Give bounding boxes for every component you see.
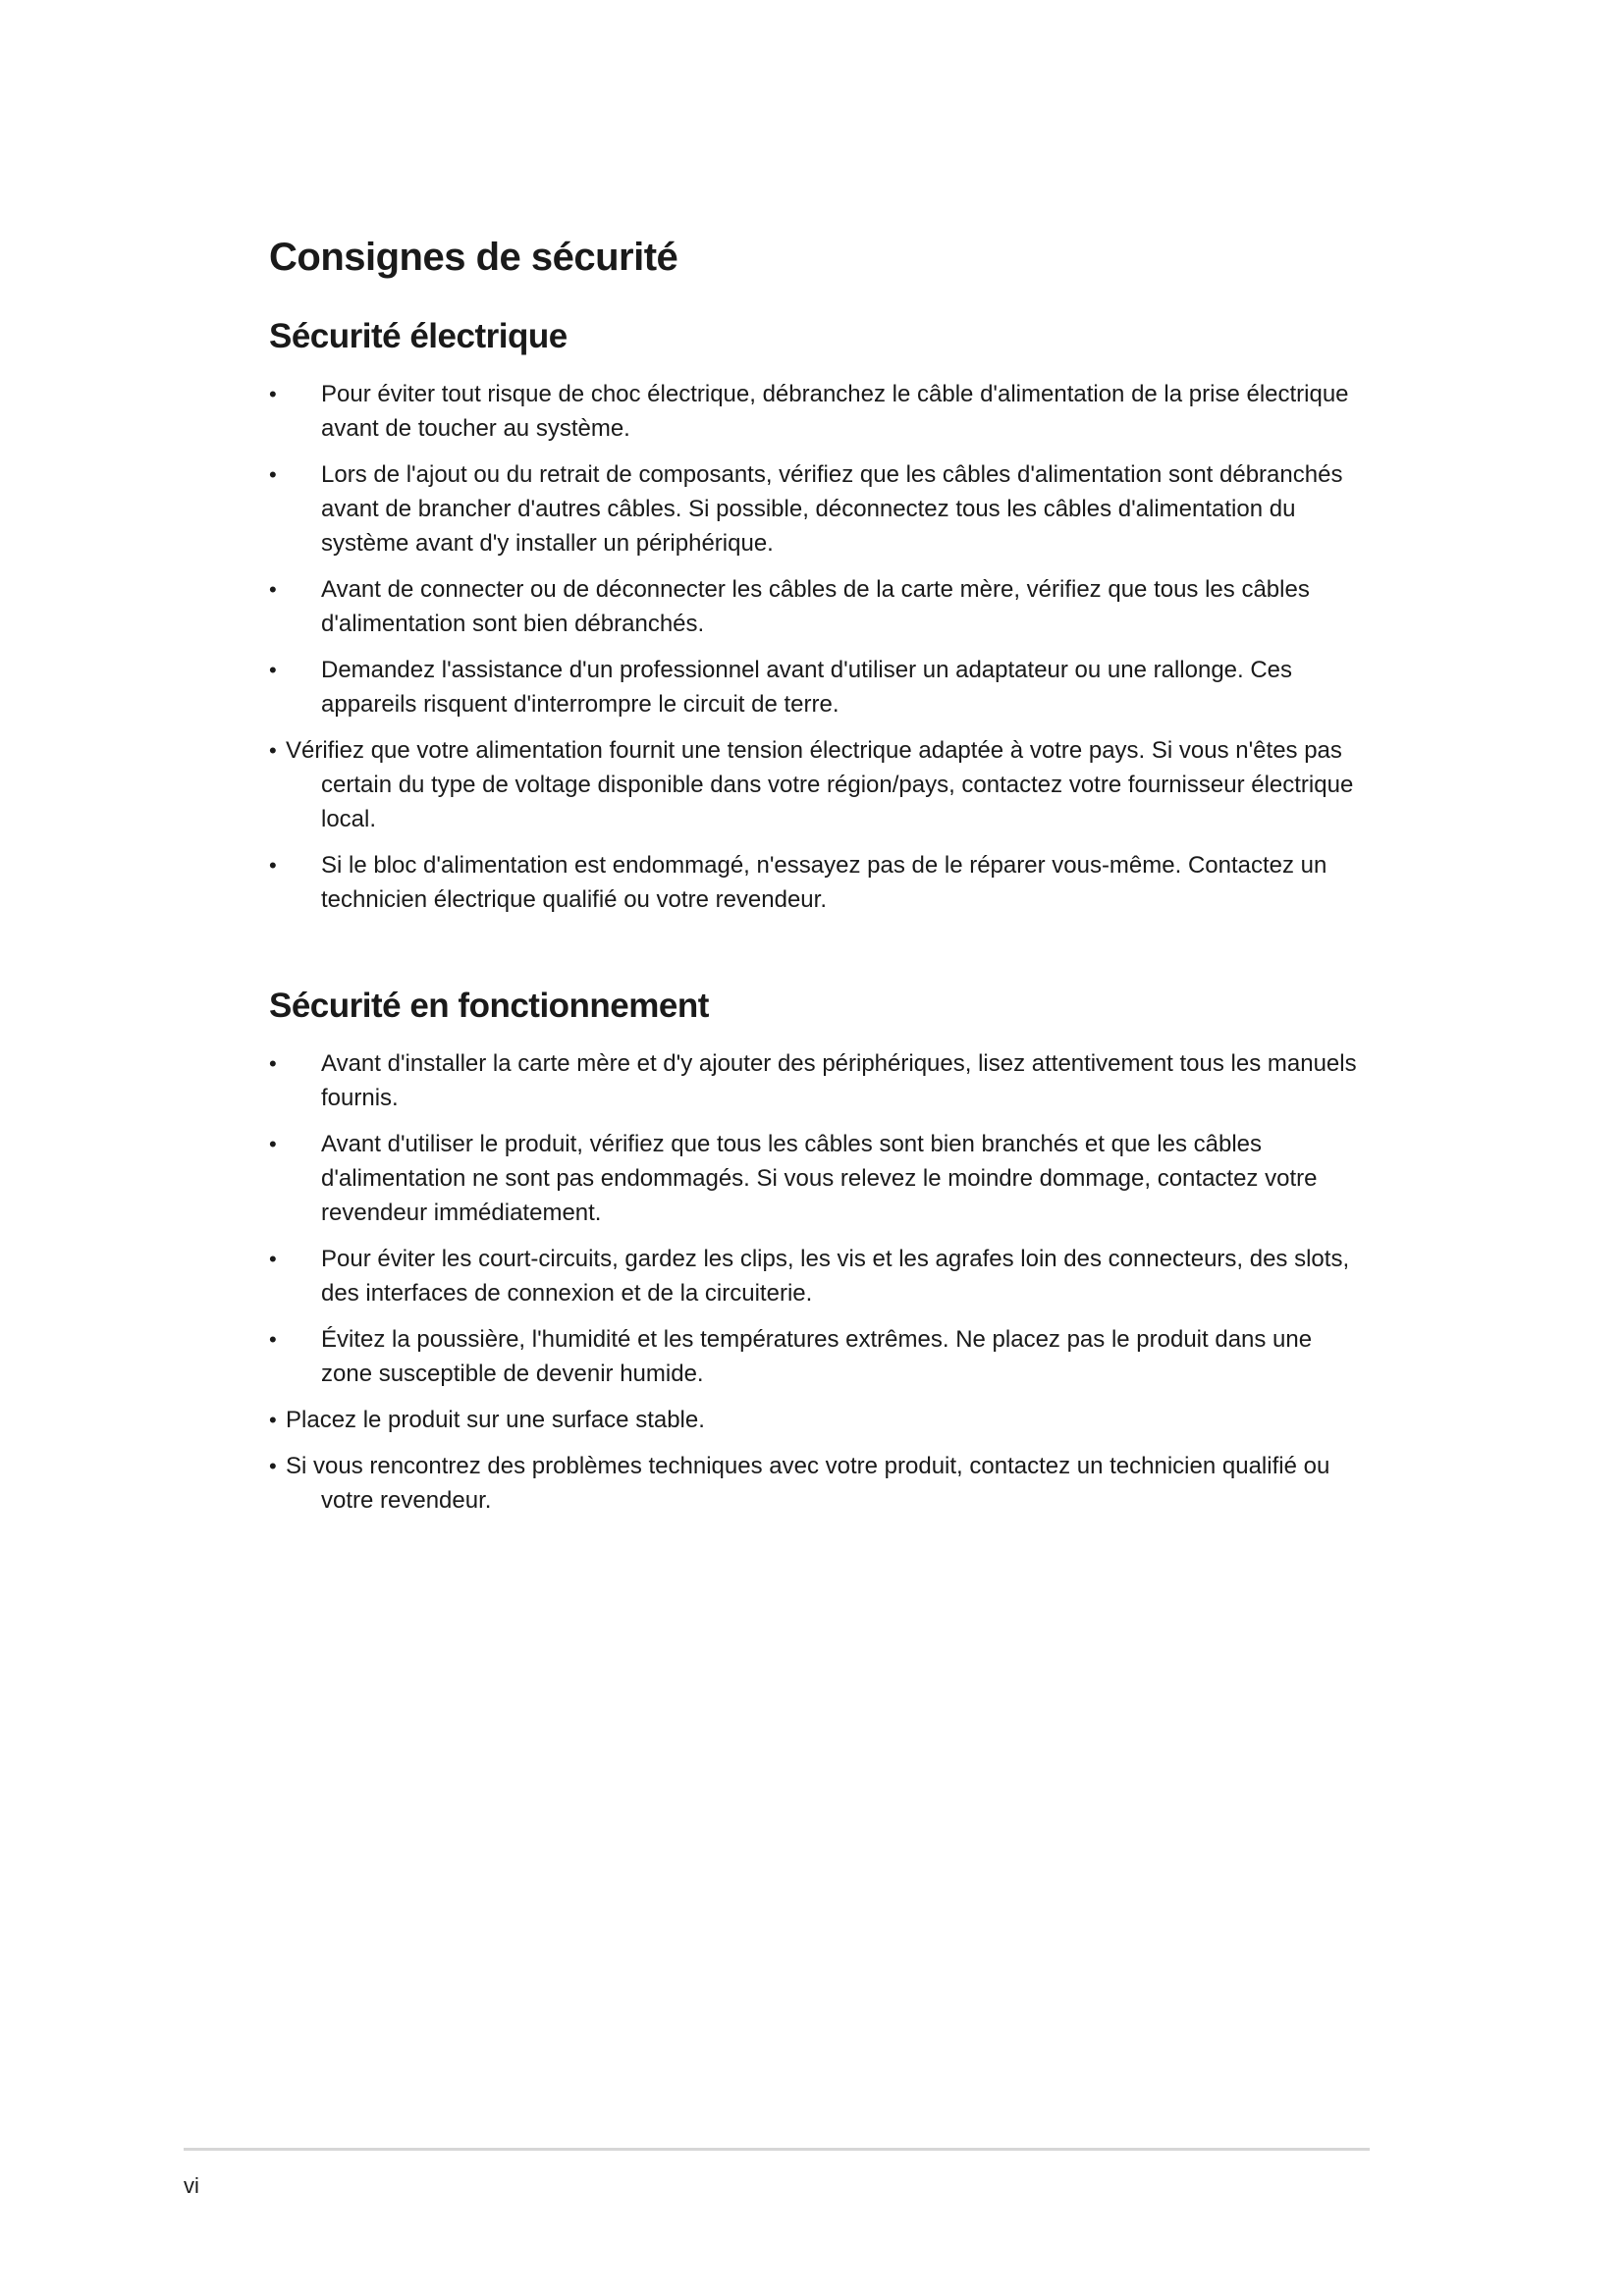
list-item	[269, 1127, 1369, 1230]
list-item-text: Si vous rencontrez des problèmes techniques avec votre produit, contactez un technicien qualifié ou votre revendeur.	[286, 1453, 1330, 1514]
list-item-text: Avant d'utiliser le produit, vérifiez que tous les câbles sont bien branchés et que les câbles d'alimentation ne sont pas endommagés. Si vous relevez le moindre dommage, contactez votre revendeur immédiatement.	[321, 1131, 1318, 1226]
list-item-text: Si le bloc d'alimentation est endommagé, n'essayez pas de le réparer vous-même. Contactez un technicien électrique qualifié ou votre revendeur.	[321, 852, 1327, 913]
bullet-icon: •	[269, 462, 277, 487]
bullet-icon: •	[269, 1454, 277, 1478]
section-title-operation-safety: Sécurité en fonctionnement	[269, 987, 709, 1025]
bullet-icon: •	[269, 658, 277, 682]
bullet-icon: •	[269, 738, 277, 763]
bullet-icon: •	[269, 382, 277, 406]
list-item	[269, 1403, 1369, 1437]
bullet-icon: •	[269, 1132, 277, 1156]
list-item	[269, 653, 1369, 721]
section-title-electrical-safety: Sécurité électrique	[269, 317, 568, 355]
footer-divider	[184, 2148, 1370, 2151]
list-item	[269, 377, 1369, 446]
electrical-safety-list	[269, 377, 1369, 917]
list-item-text: Placez le produit sur une surface stable.	[286, 1407, 705, 1433]
bullet-icon: •	[269, 1051, 277, 1076]
bullet-icon: •	[269, 1408, 277, 1432]
list-item	[269, 572, 1369, 641]
list-item-text: Pour éviter les court-circuits, gardez les clips, les vis et les agrafes loin des connecteurs, des slots, des interfaces de connexion et de la circuiterie.	[321, 1246, 1350, 1307]
list-item-text: Demandez l'assistance d'un professionnel avant d'utiliser un adaptateur ou une rallonge. Ces appareils risquent d'interrompre le circuit de terre.	[321, 657, 1293, 718]
list-item	[269, 1046, 1369, 1115]
bullet-icon: •	[269, 1327, 277, 1352]
list-item	[269, 848, 1369, 917]
page-content	[269, 234, 1369, 1529]
bullet-icon: •	[269, 577, 277, 602]
page-number: vi	[184, 2173, 199, 2198]
list-item	[269, 1242, 1369, 1310]
bullet-icon: •	[269, 1247, 277, 1271]
bullet-icon: •	[269, 853, 277, 878]
operation-safety-list	[269, 1046, 1369, 1518]
list-item-text: Avant de connecter ou de déconnecter les câbles de la carte mère, vérifiez que tous les câbles d'alimentation sont bien débranchés.	[321, 576, 1310, 637]
list-item	[269, 1449, 1369, 1518]
list-item-text: Évitez la poussière, l'humidité et les températures extrêmes. Ne placez pas le produit dans une zone susceptible de devenir humide.	[321, 1326, 1313, 1387]
list-item	[269, 1322, 1369, 1391]
list-item-text: Pour éviter tout risque de choc électrique, débranchez le câble d'alimentation de la prise électrique avant de toucher au système.	[321, 381, 1349, 442]
list-item	[269, 733, 1369, 836]
list-item-text: Vérifiez que votre alimentation fournit une tension électrique adaptée à votre pays. Si vous n'êtes pas certain du type de voltage disponible dans votre région/pays, contactez votre fournisseur électrique local.	[286, 737, 1354, 832]
list-item-text: Avant d'installer la carte mère et d'y ajouter des périphériques, lisez attentivement tous les manuels fournis.	[321, 1050, 1357, 1111]
document-title: Consignes de sécurité	[269, 236, 678, 279]
list-item	[269, 457, 1369, 561]
list-item-text: Lors de l'ajout ou du retrait de composants, vérifiez que les câbles d'alimentation sont débranchés avant de brancher d'autres câbles. Si possible, déconnectez tous les câbles d'alimentation du système avant d'y installer un périphérique.	[321, 461, 1343, 557]
